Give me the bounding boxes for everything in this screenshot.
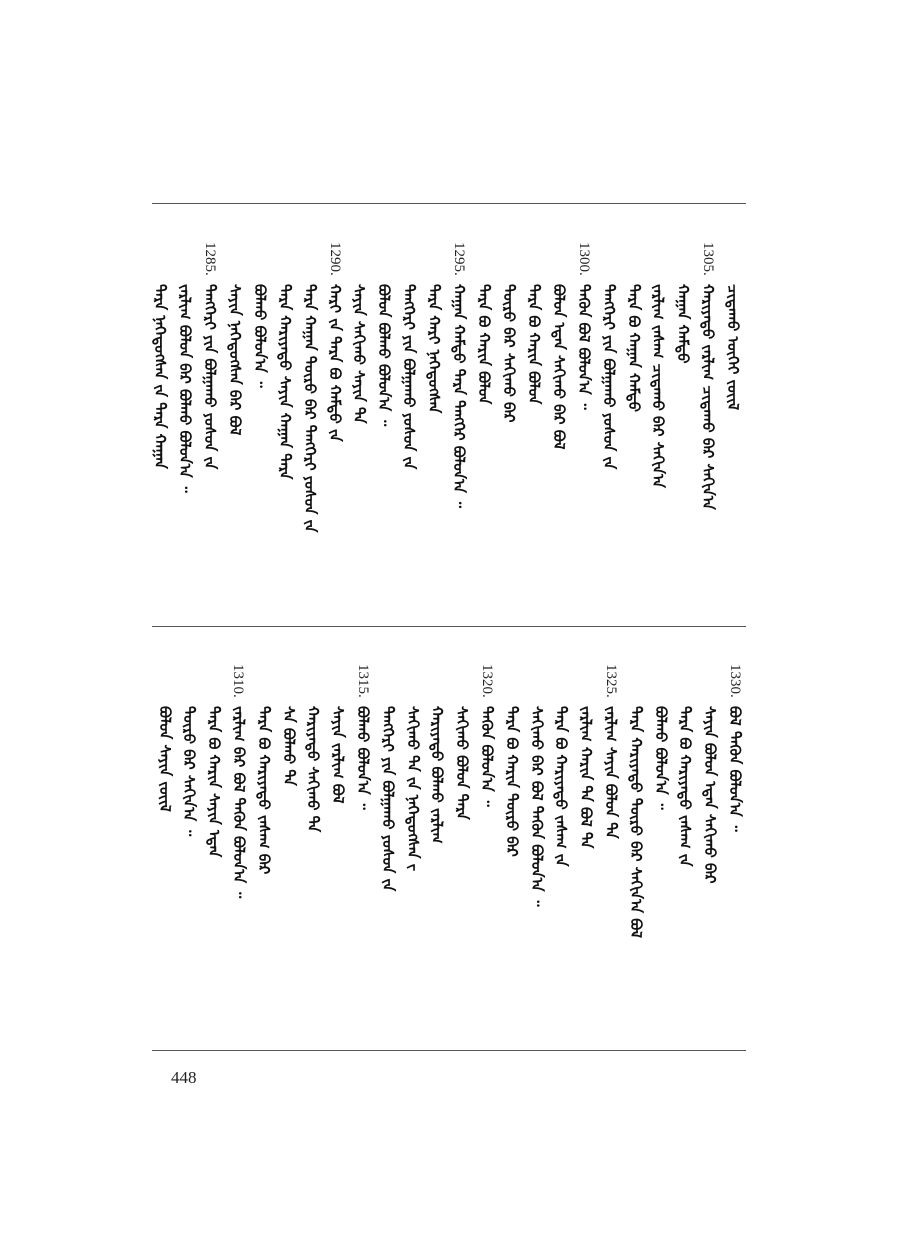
text-column: ᠲᠡᠷᠡ ᠪᠣ ᠬᠠᠷᠢᠶᠠᠲᠤ ᠵᠠᠰᠠᠭ ᠵᠠ xyxy=(676,706,694,867)
text-column: ᠰᠠᠶᠢᠨ ᠨᠡᠭᠡᠳᠦᠭᠰᠡᠨ ᠪᠠᠷ ᠪᠣᠯ xyxy=(226,284,244,436)
text-column: ᠪᠣᠯᠤᠨ ᠰᠠᠶᠢᠨ ᠵᠦᠢᠯ xyxy=(156,706,174,812)
line-number: 1290. xyxy=(327,242,343,276)
text-column: ᠬᠠᠭᠠᠨ ᠬᠠᠮᠲᠤ ᠲᠡᠷᠡ ᠲᠡᠩᠭᠡᠷ ᠪᠣᠯᠤᠨ᠎ᠠ ᠃ xyxy=(450,284,468,509)
text-column: ᠴᠢᠳᠠᠬᠤ ᠦᠭᠡᠢ ᠵᠦᠢᠯ xyxy=(724,284,742,411)
text-column: ᠰᠠᠶᠢᠨ ᠪᠣᠯᠤᠨ ᠡᠳᠡᠨ ᠰᠠᠬᠢᠬᠤ ᠪᠠᠷ xyxy=(701,706,719,884)
text-column: ᠲᠡᠷᠡ ᠬᠠᠭᠠᠨ ᠳᠦᠷᠦ ᠪᠠᠷ ᠲᠡᠩᠭᠡᠷᠢ ᠶᠣᠰᠣᠨ ᠵᠠ xyxy=(301,284,319,533)
text-column: ᠰᠠᠶᠢᠨ ᠰᠠᠬᠢᠬᠤ ᠰᠠᠶᠢᠨ ᠲᠡ xyxy=(350,284,368,424)
text-column: ᠵᠠᠷᠯᠢᠭ ᠰᠠᠶᠢᠨ ᠪᠣᠯᠤᠨ ᠲᠡ xyxy=(602,706,620,839)
text-column: ᠬᠠᠷᠢᠶᠠᠲᠤ ᠵᠠᠷᠯᠢᠭ ᠴᠢᠳᠠᠬᠤ ᠪᠠᠷ ᠰᠠᠬᠢᠨ᠎ᠠ xyxy=(699,284,717,510)
line-number: 1320. xyxy=(479,664,495,698)
line-number: 1300. xyxy=(576,242,592,276)
text-column: ᠲᠡᠷᠡ ᠬᠠᠷᠢ ᠨᠡᠭᠡᠳᠦᠭᠰᠡᠨ xyxy=(425,284,443,414)
text-column: ᠲᠡᠩᠭᠡᠷᠢ ᠶᠢᠨ ᠪᠣᠯᠭᠠᠬᠤ ᠶᠣᠰᠣᠨ ᠵᠠ xyxy=(400,284,418,470)
text-column: ᠪᠣᠯᠬᠤ ᠪᠣᠯᠤᠨ᠎ᠠ ᠃ xyxy=(251,284,269,388)
middle-rule xyxy=(152,626,746,627)
text-column: ᠲᠡᠩᠭᠡᠷᠢ ᠶᠢᠨ ᠪᠣᠯᠭᠠᠬᠤ ᠶᠣᠰᠣᠨ ᠵᠠ xyxy=(600,284,618,470)
line-number: 1330. xyxy=(727,664,743,698)
line-number: 1305. xyxy=(700,242,716,276)
text-column: ᠲᠡᠩᠭᠡᠷᠢ ᠶᠢᠨ ᠪᠣᠯᠭᠠᠬᠤ ᠶᠣᠰᠣᠨ ᠵᠠ xyxy=(201,284,219,470)
text-column: ᠲᠡᠭᠦᠨ ᠪᠣᠯᠤᠨ᠎ᠠ ᠃ xyxy=(478,706,496,807)
text-column: ᠰᠠᠶᠢᠨ ᠵᠠᠷᠯᠢᠭ ᠪᠣᠯ xyxy=(329,706,347,804)
text-column: ᠵᠠᠷᠯᠢᠭ ᠪᠣᠯᠤᠨ ᠪᠠᠷ ᠪᠣᠯᠬᠤ ᠪᠣᠯᠤᠨ᠎ᠠ ᠃ xyxy=(176,284,194,493)
line-number: 1325. xyxy=(603,664,619,698)
text-column: ᠲᠦᠷᠦ ᠪᠠᠷ ᠰᠠᠬᠢᠨ᠎ᠠ ᠃ xyxy=(180,706,198,837)
top-rule xyxy=(152,203,746,204)
text-column: ᠬᠠᠭᠠᠨ ᠬᠠᠮᠲᠤ xyxy=(674,284,692,364)
text-column: ᠲᠡᠩᠭᠡᠷᠢ ᠶᠢᠨ ᠪᠣᠯᠭᠠᠬᠤ ᠶᠣᠰᠣᠨ ᠵᠠ xyxy=(379,706,397,892)
text-column: ᠲᠡᠷᠡ ᠬᠠᠷᠢᠶᠠᠲᠤ ᠲᠦᠷᠦ ᠪᠠᠷ ᠰᠠᠬᠢᠨ᠎ᠠ ᠪᠣᠯ xyxy=(627,706,645,938)
text-column: ᠬᠠᠷᠢᠶᠠᠲᠤ ᠰᠠᠬᠢᠬᠤ ᠲᠡ xyxy=(304,706,322,833)
text-column: ᠪᠣᠯᠬᠤ ᠪᠣᠯᠤᠨ᠎ᠠ ᠃ xyxy=(354,706,372,810)
text-column: ᠵᠠᠷᠯᠢᠭ ᠬᠠᠷᠢᠨ ᠲᠡ ᠪᠣᠯ ᠲᠡ xyxy=(577,706,595,849)
text-column: ᠰᠠᠬᠢᠬᠤ ᠲᠡ ᠵᠠ ᠨᠡᠭᠡᠳᠦᠭᠰᠡᠨ ᠵ xyxy=(404,706,422,872)
text-column: ᠲᠡᠷᠡ ᠪᠣ ᠬᠠᠷᠢᠨ ᠲᠦᠷᠦ ᠪᠠᠷ xyxy=(503,706,521,857)
text-column: ᠪᠣᠯ ᠲᠡᠭᠦᠨ ᠪᠣᠯᠤᠨ᠎ᠠ ᠃ xyxy=(726,706,744,832)
text-column: ᠲᠡᠷᠡ ᠬᠠᠷᠢᠶᠠᠲᠤ ᠰᠠᠶᠢᠨ ᠬᠠᠭᠠᠨ ᠲᠡᠷᠡ xyxy=(276,284,294,480)
text-column: ᠲᠡᠷᠡ ᠪᠣ ᠬᠠᠷᠢᠶᠠᠲᠤ ᠵᠠᠰᠠᠭ ᠵᠠ xyxy=(552,706,570,867)
text-column: ᠰᠠᠬᠢᠬᠤ ᠪᠣᠯᠤᠨ ᠲᠡᠷᠡ xyxy=(453,706,471,820)
text-column: ᠲᠡᠷᠡ ᠪᠣ ᠬᠠᠷᠢᠶᠠᠲᠤ ᠵᠠᠰᠠᠭ ᠪᠠᠷ xyxy=(255,706,273,875)
text-column: ᠬᠠᠷᠢ ᠵᠠ ᠲᠡᠷᠡ ᠪᠣ ᠬᠠᠮᠲᠤ ᠵᠠ xyxy=(326,284,344,442)
text-column: ᠬᠠᠷᠢᠶᠠᠲᠤ ᠪᠣᠯᠬᠤ ᠵᠠᠷᠯᠢᠭ xyxy=(428,706,446,844)
text-column: ᠲᠡᠷᠡ ᠨᠡᠭᠡᠳᠦᠭᠰᠡᠨ ᠵᠠ ᠲᠡᠷᠡ ᠬᠠᠭᠠᠨ xyxy=(151,284,169,469)
text-column: ᠪᠣᠯᠬᠤ ᠪᠣᠯᠤᠨ᠎ᠠ ᠃ xyxy=(652,706,670,810)
line-number: 1310. xyxy=(230,664,246,698)
text-column: ᠵᠠᠷᠯᠢᠭ ᠵᠠᠰᠠᠭ ᠴᠢᠳᠠᠬᠤ ᠪᠠᠷ ᠰᠠᠬᠢᠨ᠎ᠠ xyxy=(649,284,667,488)
line-number: 1295. xyxy=(451,242,467,276)
text-column: ᠵᠠᠷᠯᠢᠭ ᠪᠠᠷ ᠪᠣᠯ ᠲᠡᠭᠦᠨ ᠪᠣᠯᠤᠨ᠎ᠠ ᠃ xyxy=(230,706,248,899)
line-number: 1315. xyxy=(355,664,371,698)
text-column: ᠲᠡᠷᠡ ᠪᠣ ᠬᠠᠷᠢᠨ ᠪᠣᠯᠤᠨ xyxy=(525,284,543,405)
text-column: ᠪᠣᠯᠤᠨ ᠡᠳᠡᠨ ᠰᠠᠬᠢᠬᠤ ᠪᠠᠷ ᠪᠣᠯ xyxy=(550,284,568,450)
bottom-rule xyxy=(152,1050,746,1051)
text-column: ᠲᠡᠷᠡ ᠪᠣ ᠬᠠᠷᠢᠨ ᠪᠣᠯᠤᠨ xyxy=(475,284,493,405)
text-column: ᠲᠦᠷᠦ ᠪᠠᠷ ᠰᠠᠬᠢᠬᠤ ᠪᠠᠷ xyxy=(500,284,518,423)
text-column: ᠲᠡᠭᠦᠨ ᠪᠣᠯ ᠪᠣᠯᠤᠨ᠎ᠠ ᠃ xyxy=(575,284,593,410)
page-number: 448 xyxy=(171,1068,197,1087)
text-column: ᠰᠠ ᠪᠣᠯᠬᠤ ᠲᠡ xyxy=(280,706,298,786)
text-column: ᠪᠣᠯᠤᠨ ᠪᠣᠯᠬᠤ ᠪᠣᠯᠤᠨ᠎ᠠ ᠃ xyxy=(375,284,393,427)
text-column: ᠲᠡᠷᠡ ᠪᠣ ᠬᠠᠭᠠᠨ ᠬᠠᠮᠲᠤ xyxy=(625,284,643,413)
line-number: 1285. xyxy=(202,242,218,276)
text-column: ᠰᠠᠬᠢᠬᠤ ᠪᠠᠷ ᠪᠣᠯ ᠲᠡᠭᠦᠨ ᠪᠣᠯᠤᠨ᠎ᠠ ᠃ xyxy=(528,706,546,907)
text-column: ᠲᠡᠷᠡ ᠪᠣ ᠬᠠᠷᠢᠨ ᠰᠠᠶᠢᠨ ᠡᠳᠡᠨ xyxy=(205,706,223,858)
